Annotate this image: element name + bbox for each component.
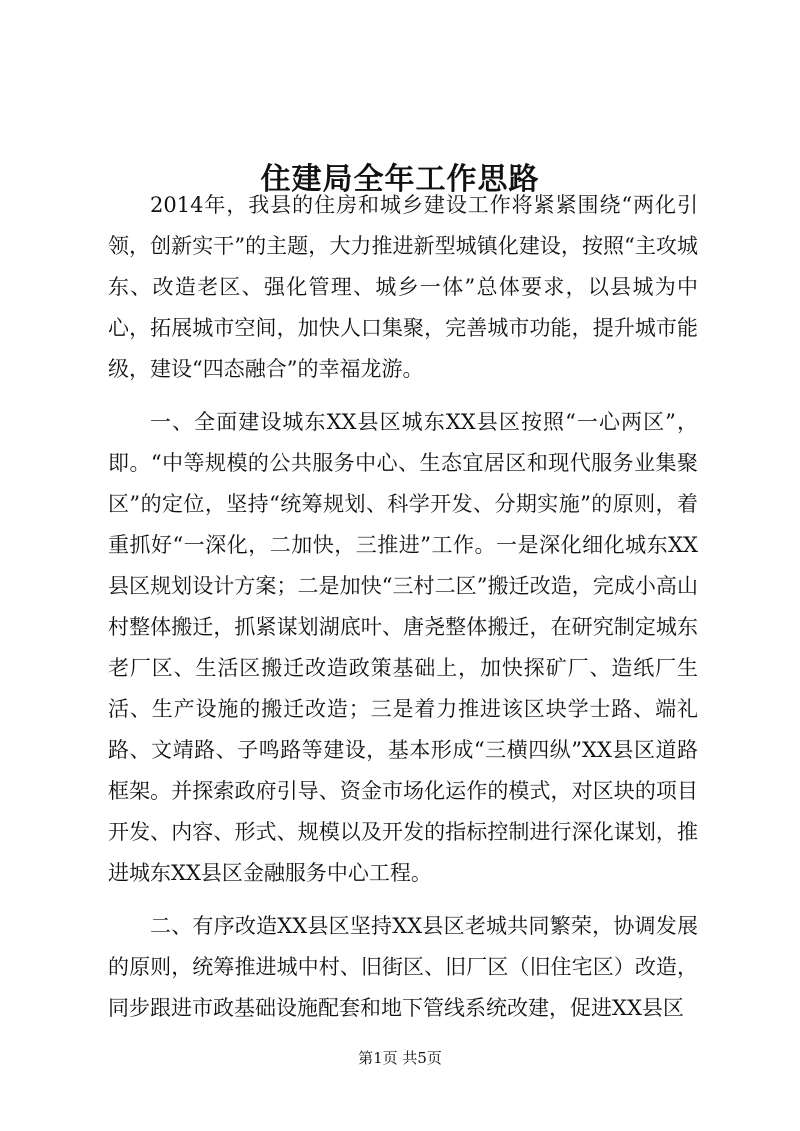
document-body — [108, 185, 698, 1029]
paragraph-section-1: 一、全面建设城东XX县区城东XX县区按照“一心两区”，即。“中等规模的公共服务中心、生态宜居区和现代服务业集聚区”的定位，坚持“统筹规划、科学开发、分期实施”的原则，着重抓好“一深化，二加快，三推进”工作。一是深化细化城东XX县区规划设计方案；二是加快“三村二区”搬迁改造，完成小高山村整体搬迁，抓紧谋划湖底叶、唐尧整体搬迁，在研究制定城东老厂区、生活区搬迁改造政策基础上，加快探矿厂、造纸厂生活、生产设施的搬迁改造；三是着力推进该区块学士路、端礼路、文靖路、子鸣路等建设，基本形成“三横四纵”XX县区道路框架。并探索政府引导、资金市场化运作的模式，对区块的项目开发、内容、形式、规模以及开发的指标控制进行深化谋划，推进城东XX县区金融服务中心工程。 — [108, 410, 698, 885]
paragraph-intro: 2014年，我县的住房和城乡建设工作将紧紧围绕“两化引领，创新实干”的主题，大力推进新型城镇化建设，按照“主攻城东、改造老区、强化管理、城乡一体”总体要求，以县城为中心，拓展城市空间，加快人口集聚，完善城市功能，提升城市能级，建设“四态融合”的幸福龙游。 — [108, 193, 698, 381]
paragraph-section-2: 二、有序改造XX县区坚持XX县区老城共同繁荣，协调发展的原则，统筹推进城中村、旧街区、旧厂区（旧住宅区）改造，同步跟进市政基础设施配套和地下管线系统改建，促进XX县区 — [108, 914, 698, 1020]
page-indicator: 第1页 共5页 — [358, 1049, 442, 1067]
document-title: 住建局全年工作思路 — [260, 162, 540, 198]
